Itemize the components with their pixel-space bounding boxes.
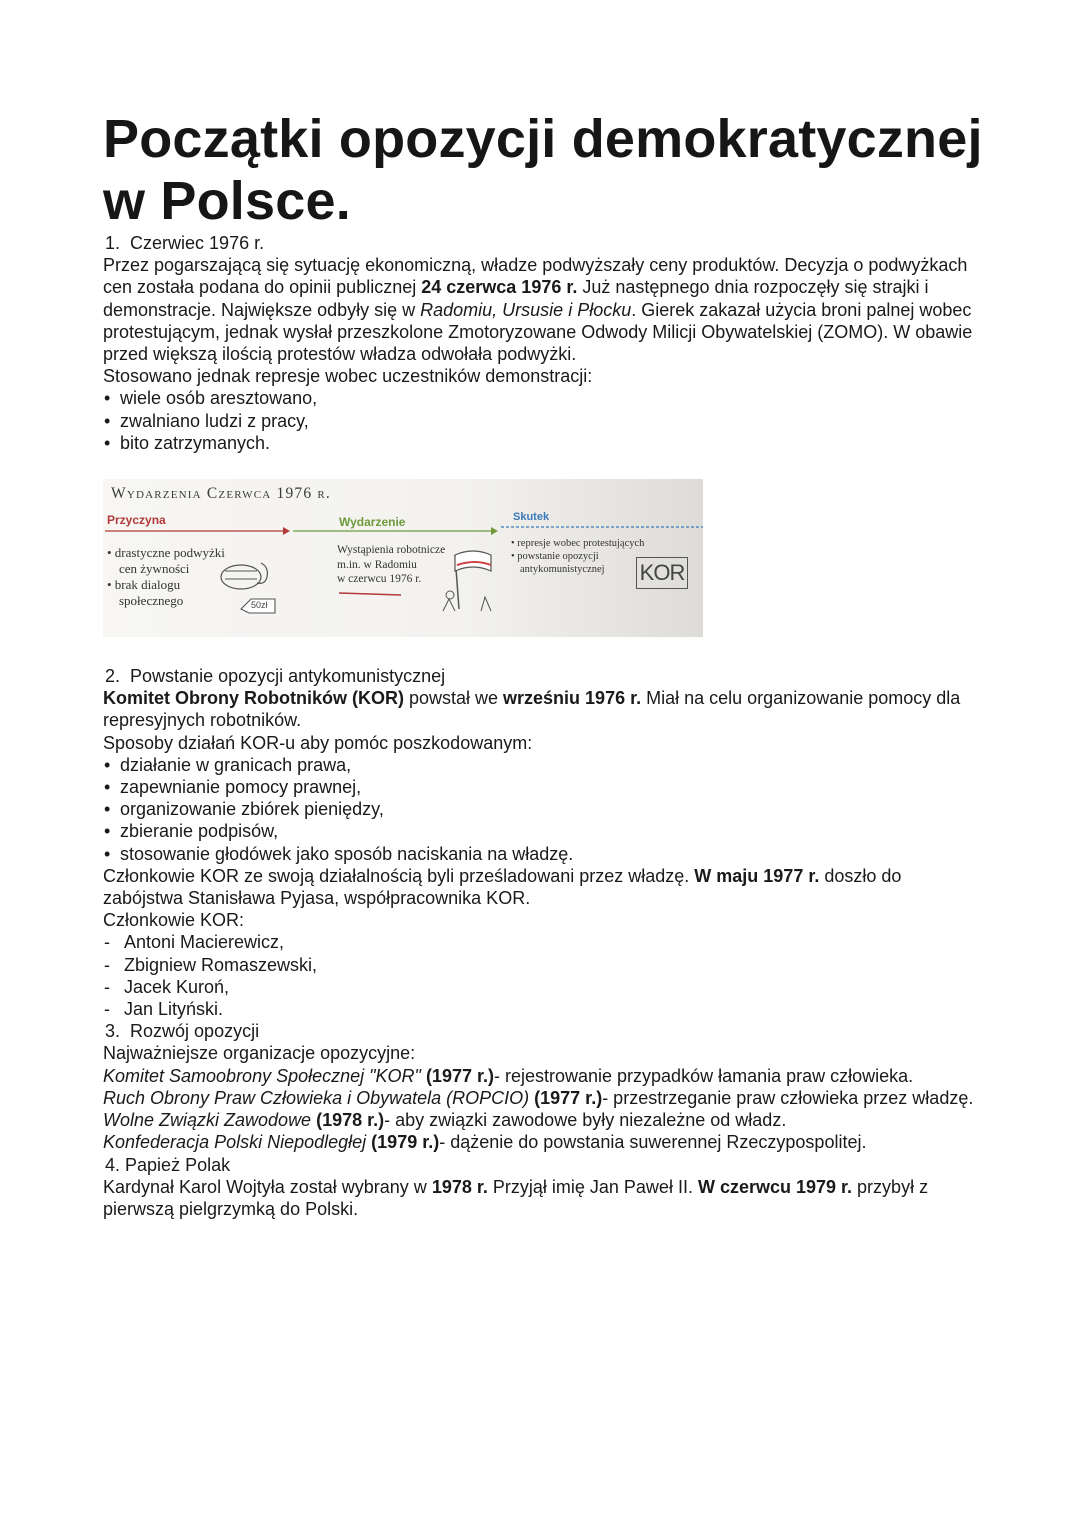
text: przybył z pierwszą pielgrzymką do Polski. — [103, 1176, 929, 1219]
paragraph — [103, 1176, 983, 1220]
list-item: • zwalniano ludzi z pracy, — [103, 410, 983, 432]
bold-date: 1978 r. — [431, 1176, 488, 1197]
list-item: - Jacek Kuroń, — [103, 976, 983, 998]
document-page — [103, 108, 983, 1220]
section-4-heading — [103, 1154, 983, 1176]
org-name: Wolne Związki Zawodowe — [103, 1110, 312, 1131]
italic-places: Radomiu, Ursusie i Płocku — [420, 299, 632, 320]
bullet-list — [103, 387, 983, 454]
paragraph — [103, 254, 983, 365]
list-item: - Antoni Macierewicz, — [103, 931, 983, 953]
diagram-line: społecznego — [119, 593, 184, 609]
diagram-line: • brak dialogu — [107, 577, 181, 593]
text: Już następnego dnia rozpoczęły się strajki i demonstracje. Największe odbyły się w — [103, 277, 929, 320]
members-list — [103, 931, 983, 1020]
list-item: • stosowanie głodówek jako sposób naciskania na władzę. — [103, 843, 983, 865]
list-item: • zapewnianie pomocy prawnej, — [103, 776, 983, 798]
diagram-line: • represje wobec protestujących — [511, 538, 645, 550]
organization-entry — [103, 1131, 983, 1153]
events-diagram-image — [103, 479, 703, 637]
section-number: 3. — [105, 1021, 121, 1042]
diagram-line: cen żywności — [119, 561, 190, 577]
list-item: - Zbigniew Romaszewski, — [103, 954, 983, 976]
paragraph: Sposoby działań KOR-u aby pomóc poszkodowanym: — [103, 732, 533, 753]
diagram-line: • drastyczne podwyżki — [107, 545, 225, 561]
kor-logo: KOR — [636, 557, 688, 589]
diagram-col-event: Wydarzenie — [339, 515, 406, 530]
organization-entry — [103, 1087, 983, 1109]
diagram-line: m.in. w Radomiu — [337, 558, 417, 571]
org-year: (1977 r.) — [420, 1065, 494, 1086]
paragraph: Najważniejsze organizacje opozycyjne: — [103, 1043, 416, 1064]
section-1 — [103, 232, 983, 454]
section-3-heading — [103, 1020, 983, 1042]
section-title: Rozwój opozycji — [130, 1021, 260, 1042]
section-4 — [103, 1154, 983, 1221]
bold-date: W maju 1977 r. — [694, 865, 820, 886]
organization-entry — [103, 1109, 983, 1131]
paragraph — [103, 865, 983, 909]
section-title: Czerwiec 1976 r. — [130, 233, 265, 253]
text: Miał na celu organizowanie pomocy dla represyjnych robotników. — [103, 688, 961, 731]
section-title: Powstanie opozycji antykomunistycznej — [130, 666, 446, 687]
section-number: 4. — [105, 1154, 121, 1175]
org-goal: - dążenie do powstania suwerennej Rzeczypospolitej. — [439, 1132, 867, 1153]
section-2 — [103, 665, 983, 1020]
bold-date: W czerwcu 1979 r. — [697, 1176, 853, 1197]
list-item: - Jan Lityński. — [103, 998, 983, 1020]
section-1-heading — [103, 232, 983, 254]
bullet-list — [103, 754, 983, 865]
org-year: (1978 r.) — [311, 1110, 385, 1131]
text: Przyjął imię Jan Paweł II. — [487, 1176, 698, 1197]
text: powstał we — [403, 688, 504, 709]
diagram-line: antykomunistycznej — [520, 564, 605, 576]
diagram-line: Wystąpienia robotnicze — [337, 544, 446, 557]
diagram-line: w czerwcu 1976 r. — [337, 573, 422, 586]
diagram-title: Wydarzenia Czerwca 1976 r. — [111, 485, 331, 503]
org-name: Komitet Samoobrony Społecznej "KOR" — [103, 1065, 421, 1086]
diagram-col-cause: Przyczyna — [107, 513, 166, 528]
section-number: 2. — [105, 666, 121, 687]
list-item: • bito zatrzymanych. — [103, 432, 983, 454]
paragraph — [103, 687, 983, 731]
paragraph: Stosowano jednak represje wobec uczestników demonstracji: — [103, 366, 593, 387]
list-item: • działanie w granicach prawa, — [103, 754, 983, 776]
organization-entry — [103, 1065, 983, 1087]
text: Przez pogarszającą się sytuację ekonomiczną, władze podwyższały ceny produktów. Decyzja o podwyżkach cen została podana do opinii publicznej — [103, 255, 968, 298]
org-goal: - rejestrowanie przypadków łamania praw człowieka. — [493, 1065, 914, 1086]
text: Członkowie KOR ze swoją działalnością byli prześladowani przez władzę. — [103, 865, 695, 886]
bold-date: wrześniu 1976 r. — [503, 688, 642, 709]
list-item: • zbieranie podpisów, — [103, 820, 983, 842]
page-title: Początki opozycji demokratycznej w Polsce. — [103, 109, 983, 231]
list-item: • wiele osób aresztowano, — [103, 387, 983, 409]
section-2-heading — [103, 665, 983, 687]
org-year: (1977 r.) — [529, 1087, 603, 1108]
diagram-col-effect: Skutek — [513, 511, 550, 524]
diagram-line: • powstanie opozycji — [511, 551, 599, 563]
bold-date: 24 czerwca 1976 r. — [421, 277, 578, 298]
paragraph: Członkowie KOR: — [103, 910, 245, 931]
section-3 — [103, 1020, 983, 1153]
text: doszło do zabójstwa Stanisława Pyjasa, współpracownika KOR. — [103, 865, 902, 909]
text: . Gierek zakazał użycia broni palnej wobec protestującym, jednak wysłał przeszkolone Zmotoryzowane Odwody Milicji Obywatelskiej (ZOMO). W obawie przed większą ilością protestów władza odwołała podwyżki. — [103, 299, 973, 365]
diagram-event-text — [337, 543, 487, 587]
price-tag: 50zł — [251, 600, 268, 611]
org-goal: - aby związki zawodowe były niezależne od władz. — [384, 1110, 787, 1131]
org-name: Ruch Obrony Praw Człowieka i Obywatela (ROPCIO) — [103, 1087, 530, 1108]
org-name: Konfederacja Polski Niepodległej — [103, 1132, 367, 1153]
bold-term: Komitet Obrony Robotników (KOR) — [103, 688, 404, 709]
section-number: 1. — [105, 233, 121, 253]
org-year: (1979 r.) — [366, 1132, 440, 1153]
list-item: • organizowanie zbiórek pieniędzy, — [103, 798, 983, 820]
org-goal: - przestrzeganie praw człowieka przez władzę. — [602, 1087, 974, 1108]
section-title: Papież Polak — [125, 1154, 231, 1175]
text: Kardynał Karol Wojtyła został wybrany w — [103, 1176, 432, 1197]
